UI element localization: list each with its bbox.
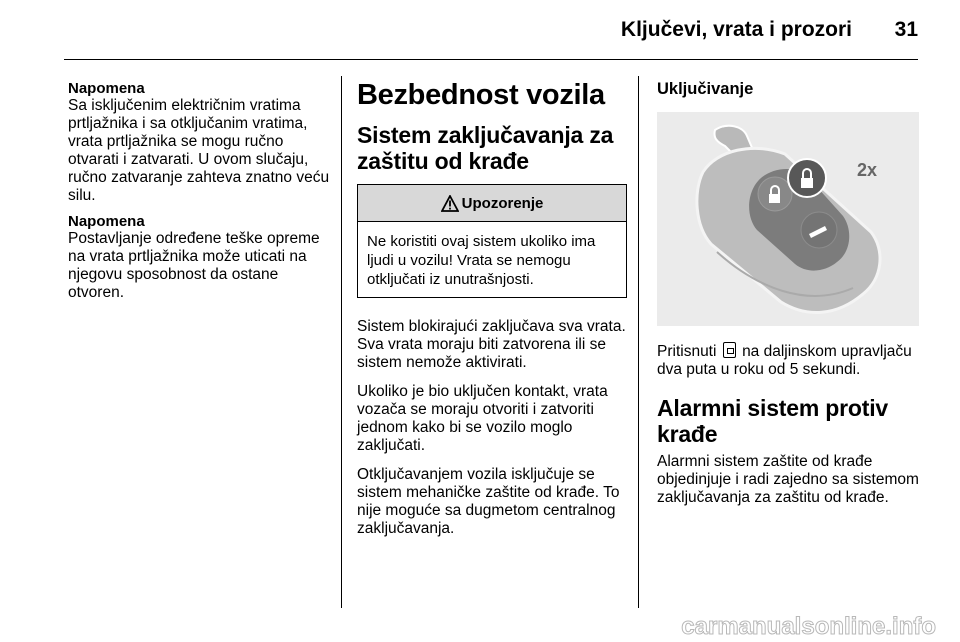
warning-title: Upozorenje bbox=[461, 194, 544, 212]
remote-key-figure bbox=[657, 112, 919, 326]
column-2 bbox=[357, 80, 627, 549]
paragraph: Sistem blokirajući zaključava sva vrata. Sva vrata moraju biti zatvorena ili se sistem nemože aktivirati. bbox=[357, 318, 626, 371]
note-text: Sa isključenim električnim vratima prtljažnika i sa otključanim vratima, vrata prtljažnika se mogu ručno otvarati i zatvarati. U ovom slučaju, ručno zatvaranje zahteva znatno veću silu. bbox=[68, 97, 330, 204]
page-header bbox=[0, 0, 960, 62]
column-divider-1 bbox=[341, 76, 342, 608]
header-title: Ključevi, vrata i prozori bbox=[620, 18, 852, 41]
warning-box bbox=[357, 184, 627, 298]
column-divider-2 bbox=[638, 76, 639, 608]
press-count-label: 2x bbox=[857, 160, 878, 180]
subsection-heading: Alarmni sistem protiv krađe bbox=[657, 395, 888, 447]
header-rule bbox=[64, 59, 918, 60]
note-label: Napomena bbox=[68, 213, 145, 230]
warning-header bbox=[358, 185, 626, 222]
instruction-prefix: Pritisnuti bbox=[657, 343, 717, 360]
column-1 bbox=[68, 80, 330, 310]
warning-triangle-icon bbox=[441, 195, 459, 212]
instruction-text bbox=[657, 342, 925, 379]
subsection-heading: Sistem zaključavanja za zaštitu od krađe bbox=[357, 122, 614, 174]
paragraph: Otključavanjem vozila isključuje se sistem mehaničke zaštite od krađe. To nije moguće sa dugmetom centralnog zaključavanja. bbox=[357, 466, 620, 537]
page-number: 31 bbox=[894, 18, 918, 41]
paragraph: Ukoliko je bio uključen kontakt, vrata vozača se moraju otvoriti i zatvoriti jednom kako bi se vozilo moglo zaključati. bbox=[357, 383, 608, 454]
paragraph: Alarmni sistem zaštite od krađe objedinjuje i radi zajedno sa sistemom zaključavanja za zaštitu od krađe. bbox=[657, 453, 919, 506]
section-heading: Bezbednost vozila bbox=[357, 79, 605, 111]
watermark-text: carmanualsonline.info bbox=[681, 613, 936, 640]
remote-key-illustration bbox=[657, 112, 919, 326]
instruction-suffix: na daljinskom upravljaču dva puta u roku od 5 sekundi. bbox=[657, 343, 912, 378]
note-text: Postavljanje određene teške opreme na vrata prtljažnika može uticati na njegovu sposobnost da ostane otvoren. bbox=[68, 230, 320, 301]
column-3 bbox=[657, 80, 925, 518]
warning-text: Ne koristiti ovaj sistem ukoliko ima ljudi u vozilu! Vrata se nemogu otključati iz unutrašnjosti. bbox=[367, 233, 596, 288]
lock-button-icon bbox=[723, 342, 736, 358]
subsection-heading: Uključivanje bbox=[657, 80, 754, 98]
note-label: Napomena bbox=[68, 80, 145, 97]
footer-watermark bbox=[560, 608, 940, 642]
